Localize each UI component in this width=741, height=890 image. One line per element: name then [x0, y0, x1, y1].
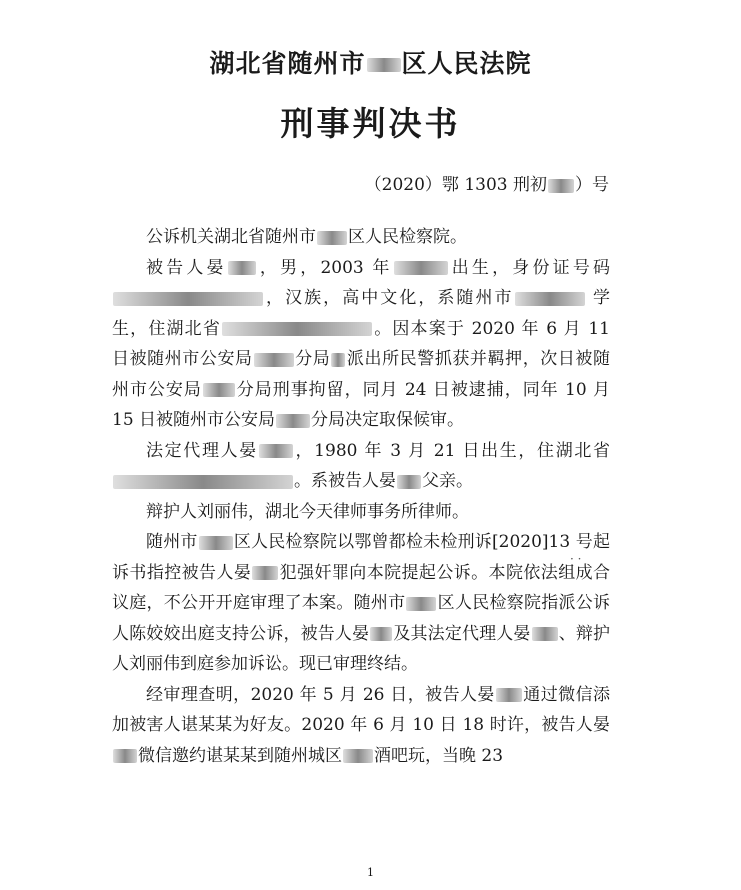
redaction-mark — [203, 383, 235, 397]
redaction-mark — [228, 261, 256, 275]
redaction-mark — [331, 353, 345, 367]
redaction-mark — [113, 749, 137, 763]
redaction-mark — [343, 749, 373, 763]
redaction-mark — [515, 292, 585, 306]
redaction-mark — [113, 475, 293, 489]
paragraph-guardian: 法定代理人晏 ，1980 年 3 月 21 日出生，住湖北省 。系被告人晏 父亲。 — [112, 436, 610, 497]
document-title: 刑事判决书 — [280, 104, 461, 143]
paragraph-defense-lawyer: 辩护人刘丽伟，湖北今天律师事务所律师。 — [146, 501, 469, 522]
redaction-mark — [406, 597, 436, 611]
redaction-mark — [252, 566, 278, 580]
redaction-mark — [317, 231, 347, 245]
redaction-mark — [222, 322, 372, 336]
paragraph-facts: 经审理查明，2020 年 5 月 26 日，被告人晏 通过微信添加被害人谌某某为好友。2020 年 6 月 10 日 18 时许，被告人晏微信邀约谌某某到随州城区 酒吧玩，当晚 23 — [112, 684, 610, 766]
redaction-mark — [397, 475, 421, 489]
redaction-mark — [496, 688, 522, 702]
stray-mark: · · — [570, 552, 582, 566]
paragraph-indictment: 随州市 区人民检察院以鄂曾都检未检刑诉[2020]13 号起诉书指控被告人晏 犯强奸罪向本院提起公诉。本院依法组成合议庭，不公开开庭审理了本案。随州市 区人民检察院指派公诉人陈姣姣出庭支持公诉，被告人晏 及其法定代理人晏 、辩护人刘丽伟到庭参加诉讼。现已审理终结。 — [112, 532, 611, 674]
redaction-mark — [394, 261, 448, 275]
paragraph-defendant: 被告人晏 ，男，2003 年 出生，身份证号码 ，汉族，高中文化，系随州市 学生，住湖北省 。因本案于 2020 年 6 月 11 日被随州市公安局 分局 派出所民警抓获并羁押，次日被随州市公安局 分局刑事拘留，同月 24 日被逮捕，同年 10 月 15 日被随州市公安局 分局决定取保候审。 — [112, 257, 611, 430]
redaction-mark — [370, 627, 392, 641]
judgment-body — [112, 222, 610, 771]
court-name: 湖北省随州市 区人民法院 — [209, 49, 532, 78]
redaction-mark — [548, 179, 574, 193]
page-number: 1 — [367, 866, 374, 879]
redaction-mark — [113, 292, 263, 306]
redaction-mark — [259, 444, 293, 458]
case-number: （2020）鄂 1303 刑初 ）号 — [364, 175, 609, 195]
redaction-mark — [367, 58, 401, 72]
redaction-mark — [254, 353, 294, 367]
paragraph-prosecutor: 公诉机关湖北省随州市 区人民检察院。 — [146, 227, 467, 247]
redaction-mark — [199, 536, 233, 550]
redaction-mark — [532, 627, 558, 641]
redaction-mark — [276, 414, 310, 428]
